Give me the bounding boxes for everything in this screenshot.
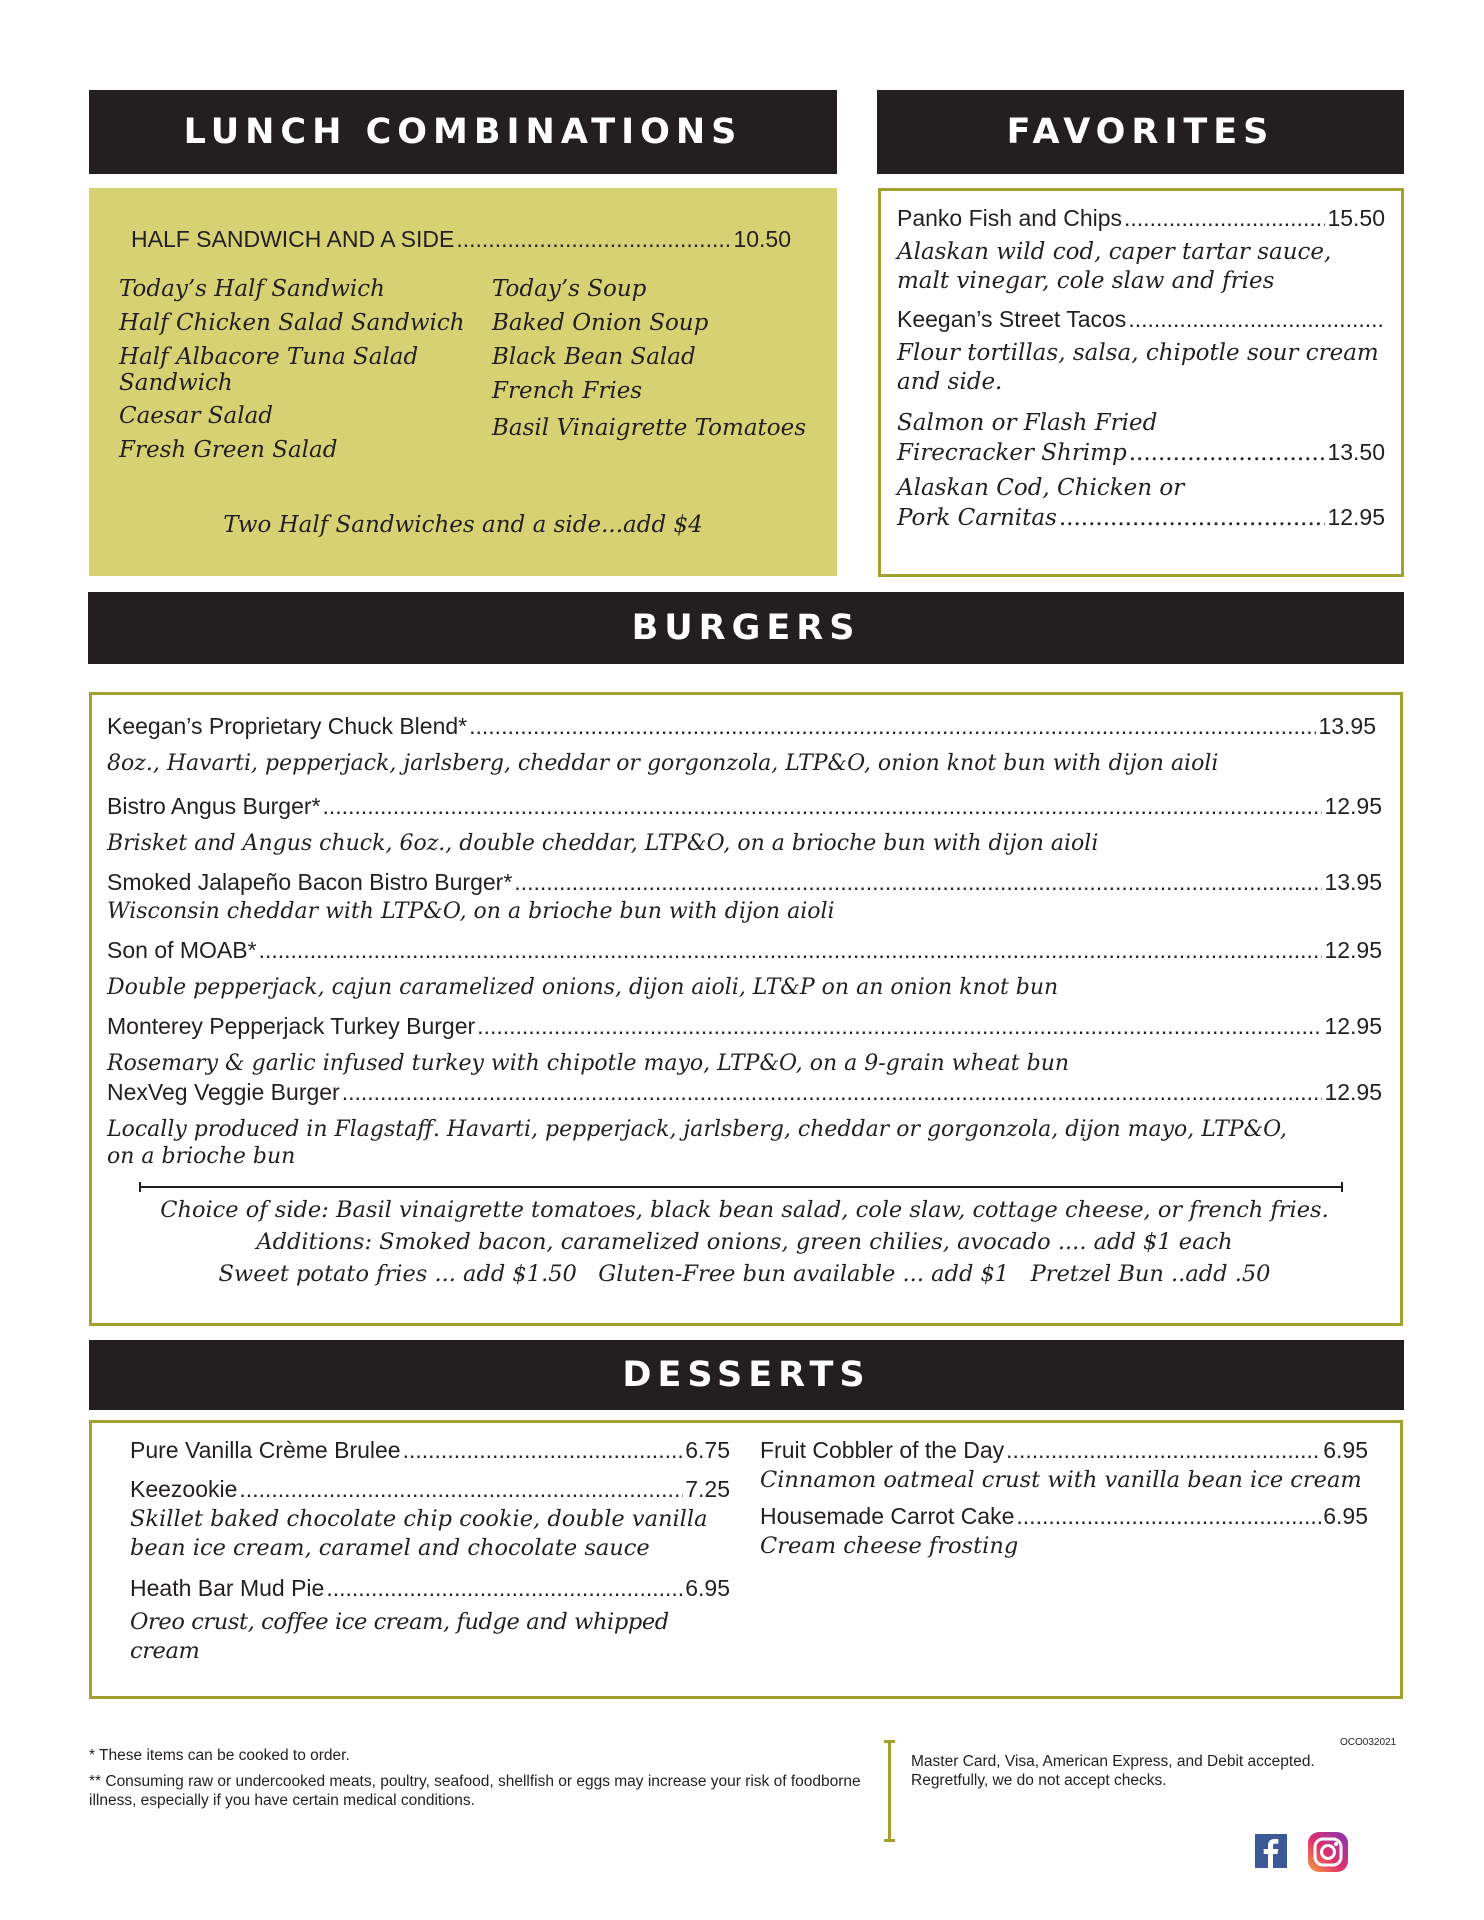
menu-code: OCO032021 (1340, 1737, 1397, 1748)
dessert-item (760, 1503, 1368, 1530)
burger-name: NexVeg Veggie Burger (107, 1079, 340, 1105)
burger-item (107, 1013, 1382, 1077)
burger-name: Son of MOAB* (107, 937, 257, 963)
dessert-desc: Oreo crust, coffee ice cream, fudge and whipped cream (130, 1609, 669, 1664)
dessert-item (130, 1437, 730, 1464)
favorites-item-desc: Flour tortillas, salsa, chipotle sour cream and side. (897, 340, 1379, 395)
list-item: Baked Onion Soup (492, 310, 709, 336)
side-choice-note: Choice of side: Basil vinaigrette tomatoes, black bean salad, cole slaw, cottage cheese, or french fries. (160, 1197, 1329, 1223)
dessert-item (130, 1575, 730, 1602)
burger-name: Monterey Pepperjack Turkey Burger (107, 1013, 476, 1039)
desserts-right-column (760, 1437, 1368, 1561)
burger-desc: Rosemary & garlic infused turkey with chipotle mayo, LTP&O, on a 9-grain wheat bun (107, 1051, 1070, 1076)
cook-to-order-note: * These items can be cooked to order. (89, 1747, 350, 1764)
favorites-item (897, 306, 1385, 333)
tacos-option-price: 13.50 (1327, 439, 1385, 465)
dessert-desc: Cream cheese frosting (760, 1533, 1019, 1559)
burger-name: Smoked Jalapeño Bacon Bistro Burger* (107, 869, 513, 895)
dessert-name: Fruit Cobbler of the Day (760, 1437, 1005, 1463)
dessert-item (130, 1476, 730, 1503)
burger-desc: Locally produced in Flagstaff. Havarti, pepperjack, jarlsberg, cheddar or gorgonzola, dijon mayo, LTP&O, on a brioche bun (107, 1117, 1287, 1169)
payment-note: Master Card, Visa, American Express, and Debit accepted. Regretfully, we do not accept checks. (911, 1753, 1315, 1789)
divider (140, 1186, 1342, 1188)
dessert-name: Heath Bar Mud Pie (130, 1575, 325, 1601)
lunch-sandwich-list (119, 276, 469, 464)
burger-desc: Double pepperjack, cajun caramelized onions, dijon aioli, LT&P on an onion knot bun (107, 975, 1059, 1000)
desserts-left-column (130, 1437, 730, 1666)
burger-name: Keegan’s Proprietary Chuck Blend* (107, 713, 468, 739)
burger-item (107, 1079, 1382, 1170)
burgers-header (88, 592, 1404, 664)
favorites-item-desc: Alaskan wild cod, caper tartar sauce, malt vinegar, cole slaw and fries (897, 239, 1332, 294)
list-item: Today’s Soup (492, 276, 647, 302)
burger-desc: Brisket and Angus chuck, 6oz., double cheddar, LTP&O, on a brioche bun with dijon aioli (107, 831, 1099, 856)
burger-price: 12.95 (1324, 1013, 1382, 1039)
tacos-option: Alaskan Cod, Chicken or Pork Carnitas ..... 12.95 (897, 474, 1385, 533)
list-item: Fresh Green Salad (119, 437, 338, 463)
favorites-item-price: 15.50 (1327, 205, 1385, 231)
instagram-icon[interactable] (1307, 1831, 1349, 1873)
tacos-option: Salmon or Flash Fried Firecracker Shrimp ..... 13.50 (897, 409, 1385, 468)
additions-note: Additions: Smoked bacon, caramelized onions, green chilies, avocado .... add $1 each (256, 1229, 1233, 1255)
burger-item (107, 869, 1382, 925)
lunch-panel (89, 188, 837, 576)
burger-price: 13.95 (1318, 713, 1376, 739)
list-item: Black Bean Salad (492, 344, 696, 370)
dessert-price: 6.95 (1323, 1503, 1368, 1529)
dessert-name: Housemade Carrot Cake (760, 1503, 1015, 1529)
list-item: Today’s Half Sandwich (119, 276, 385, 302)
desserts-header (89, 1340, 1404, 1410)
footer-divider (888, 1740, 891, 1842)
burger-item (107, 793, 1382, 857)
lunch-note: Two Half Sandwiches and a side...add $4 (223, 512, 703, 538)
desserts-panel (89, 1420, 1403, 1699)
list-item: Half Chicken Salad Sandwich (119, 310, 465, 336)
burger-price: 12.95 (1324, 1079, 1382, 1105)
dessert-item (760, 1437, 1368, 1464)
list-item: Basil Vinaigrette Tomatoes (492, 415, 807, 441)
burger-price: 12.95 (1324, 937, 1382, 963)
list-item: Half Albacore Tuna Salad Sandwich (119, 344, 419, 396)
dessert-name: Keezookie (130, 1476, 238, 1502)
burgers-header-title: BURGERS (631, 608, 861, 648)
burger-desc: 8oz., Havarti, pepperjack, jarlsberg, cheddar or gorgonzola, LTP&O, onion knot bun with dijon aioli (107, 751, 1219, 776)
burgers-panel (89, 692, 1403, 1326)
lunch-header (89, 90, 837, 174)
lunch-main-item (131, 226, 791, 253)
burger-item (107, 937, 1382, 1001)
favorites-header-title: FAVORITES (1006, 112, 1275, 152)
favorites-item-name: Panko Fish and Chips (897, 205, 1123, 231)
burger-item (107, 713, 1382, 777)
burger-side-notes (107, 1194, 1382, 1290)
dessert-desc: Skillet baked chocolate chip cookie, double vanilla bean ice cream, caramel and chocolate sauce (130, 1506, 708, 1561)
lunch-main-price: 10.50 (733, 226, 791, 252)
dessert-price: 6.95 (1323, 1437, 1368, 1463)
food-safety-note: ** Consuming raw or undercooked meats, poultry, seafood, shellfish or eggs may increase your risk of foodborne illness, especially if you have certain medical conditions. (89, 1773, 861, 1809)
burger-price: 12.95 (1324, 793, 1382, 819)
favorites-header (877, 90, 1404, 174)
lunch-main-name: HALF SANDWICH AND A SIDE (131, 226, 455, 252)
dessert-price: 7.25 (685, 1476, 730, 1502)
burger-desc: Wisconsin cheddar with LTP&O, on a brioche bun with dijon aioli (107, 899, 835, 924)
favorites-item-name: Keegan’s Street Tacos (897, 306, 1127, 332)
burger-price: 13.95 (1324, 869, 1382, 895)
dessert-desc: Cinnamon oatmeal crust with vanilla bean ice cream (760, 1467, 1362, 1493)
lunch-side-list (492, 276, 822, 442)
dessert-name: Pure Vanilla Crème Brulee (130, 1437, 401, 1463)
lunch-header-title: LUNCH COMBINATIONS (183, 112, 743, 152)
facebook-icon[interactable] (1255, 1834, 1287, 1868)
list-item: Caesar Salad (119, 403, 274, 429)
desserts-header-title: DESSERTS (622, 1355, 871, 1395)
burger-name: Bistro Angus Burger* (107, 793, 321, 819)
list-item: French Fries (492, 378, 643, 404)
favorites-item (897, 205, 1385, 232)
dessert-price: 6.75 (685, 1437, 730, 1463)
favorites-panel (878, 188, 1404, 577)
dessert-price: 6.95 (685, 1575, 730, 1601)
tacos-option-price: 12.95 (1327, 504, 1385, 530)
extras-note: Sweet potato fries ... add $1.50 Gluten-Free bun available ... add $1 Pretzel Bun ..add .50 (218, 1261, 1271, 1287)
